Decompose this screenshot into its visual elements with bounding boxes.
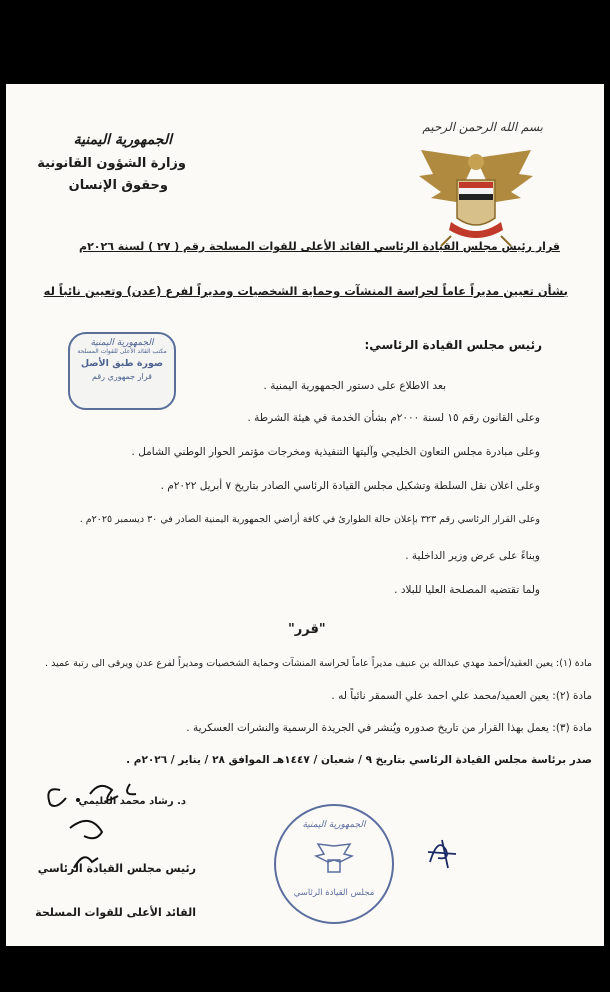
republic-heading: الجمهورية اليمنية <box>73 132 172 148</box>
article-line: مادة (١): يعين العقيد/أحمد مهدي عبدالله بن عنيف مديراً عاماً لحراسة المنشآت وحماية الشخصيات ومديراً لفرع عدن ويرقى الى رتبة عميد . <box>45 658 592 669</box>
ministry-line1: وزارة الشؤون القانونية <box>37 156 186 171</box>
issued-line: صدر برئاسة مجلس القيادة الرئاسي بتاريخ ٩ / شعبان / ١٤٤٧هـ الموافق ٢٨ / يناير / ٢٠٢٦م . <box>126 754 592 766</box>
ministry-line2: وحقوق الإنسان <box>68 178 168 193</box>
addressee: رئيس مجلس القيادة الرئاسي: <box>364 338 542 352</box>
decree-title-line2: بشأن تعيين مديراً عاماً لحراسة المنشآت وحماية الشخصيات ومديراً لفرع (عدن) وتعيين نائباً له <box>43 284 568 298</box>
preamble-line: بعد الاطلاع على دستور الجمهورية اليمنية . <box>263 380 446 392</box>
presidential-seal <box>274 804 394 924</box>
signatory-title2: القائد الأعلى للقوات المسلحة <box>35 906 196 919</box>
preamble-line: ولما تقتضيه المصلحة العليا للبلاد . <box>394 584 540 596</box>
preamble-line: وعلى اعلان نقل السلطة وتشكيل مجلس القيادة الرئاسي الصادر بتاريخ ٧ أبريل ٢٠٢٢م . <box>160 480 540 492</box>
signatory-title1: رئيس مجلس القيادة الرئاسي <box>37 862 196 875</box>
basmala: بسم الله الرحمن الرحيم <box>422 120 543 134</box>
preamble-line: وعلى مبادرة مجلس التعاون الخليجي وآليتها التنفيذية ومخرجات مؤتمر الحوار الوطني الشامل . <box>131 446 540 458</box>
true-copy-stamp <box>68 332 176 410</box>
preamble-line: وعلى القرار الرئاسي رقم ٣٢٣ بإعلان حالة الطوارئ في كافة أراضي الجمهورية اليمنية الصادر في ٣٠ ديسمبر ٢٠٢٥م . <box>79 514 540 525</box>
stamp-line3: صورة طبق الأصل <box>80 358 164 369</box>
emblem-area <box>401 120 551 255</box>
stamp-line2: مكتب القائد الأعلى للقوات المسلحة <box>77 348 167 355</box>
article-line: مادة (٢): يعين العميد/محمد علي احمد علي السمقر نائباً له . <box>331 690 592 702</box>
signatory-name: د. رشاد محمد العليمي <box>78 796 186 807</box>
initial-mark-icon <box>424 832 460 872</box>
stamp-line1: الجمهورية اليمنية <box>90 338 154 348</box>
decree-title-line1: قرار رئيس مجلس القيادة الرئاسي القائد الأعلى للقوات المسلحة رقم ( ٢٧ ) لسنة ٢٠٢٦م <box>79 240 560 253</box>
preamble-line: وبناءً على عرض وزير الداخلية . <box>405 550 540 562</box>
decided-heading: "قرر" <box>288 622 326 637</box>
preamble-line: وعلى القانون رقم ١٥ لسنة ٢٠٠٠م بشأن الخدمة في هيئة الشرطة . <box>247 412 540 424</box>
seal-bottom-text: مجلس القيادة الرئاسي <box>293 888 375 898</box>
seal-eagle-icon <box>314 840 354 880</box>
document-page <box>6 84 604 946</box>
yemen-eagle-emblem-icon <box>411 140 541 252</box>
seal-top-text: الجمهورية اليمنية <box>302 820 366 830</box>
stamp-line4: قرار جمهوري رقم <box>92 372 152 381</box>
article-line: مادة (٣): يعمل بهذا القرار من تاريخ صدوره ويُنشر في الجريدة الرسمية والنشرات العسكرية . <box>186 722 592 734</box>
